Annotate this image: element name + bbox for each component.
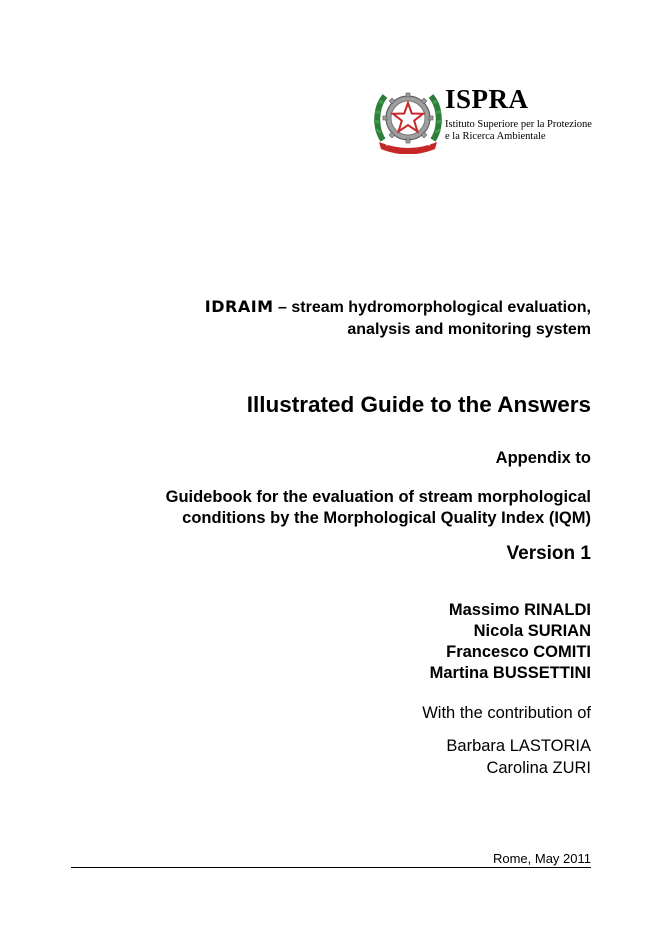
ispra-subtitle-line: e la Ricerca Ambientale <box>445 130 546 142</box>
footer-rule <box>71 867 591 868</box>
contribution-label: With the contribution of <box>422 704 591 722</box>
brand-name: IDRAIM <box>204 297 274 316</box>
ispra-logo-name: ISPRA <box>445 84 529 114</box>
ispra-logo <box>373 80 598 155</box>
appendix-label: Appendix to <box>495 449 591 467</box>
place-date: Rome, May 2011 <box>492 851 591 866</box>
document-title: Illustrated Guide to the Answers <box>246 392 591 417</box>
guidebook-title <box>166 487 591 529</box>
guidebook-title-line: Guidebook for the evaluation of stream morphological <box>165 488 591 506</box>
contributors-list <box>446 735 591 779</box>
author-name: Francesco COMITI <box>446 643 591 661</box>
ispra-logo-subtitle <box>445 119 592 142</box>
author-name: Martina BUSSETTINI <box>429 664 591 682</box>
ispra-subtitle-line: Istituto Superiore per la Protezione <box>445 119 592 130</box>
author-name: Massimo RINALDI <box>448 601 591 619</box>
contributor-name: Carolina ZURI <box>486 759 591 777</box>
system-heading-rest: – stream hydromorphological evaluation, <box>273 299 591 316</box>
author-name: Nicola SURIAN <box>473 622 591 640</box>
italian-republic-emblem-icon <box>373 82 443 154</box>
authors-list <box>430 600 591 684</box>
contributor-name: Barbara LASTORIA <box>446 737 591 755</box>
guidebook-title-line: conditions by the Morphological Quality Index (IQM) <box>182 509 591 527</box>
system-heading-line: analysis and monitoring system <box>347 321 591 338</box>
system-heading-line <box>205 296 591 319</box>
version-label: Version 1 <box>506 543 591 564</box>
system-heading <box>205 296 591 341</box>
